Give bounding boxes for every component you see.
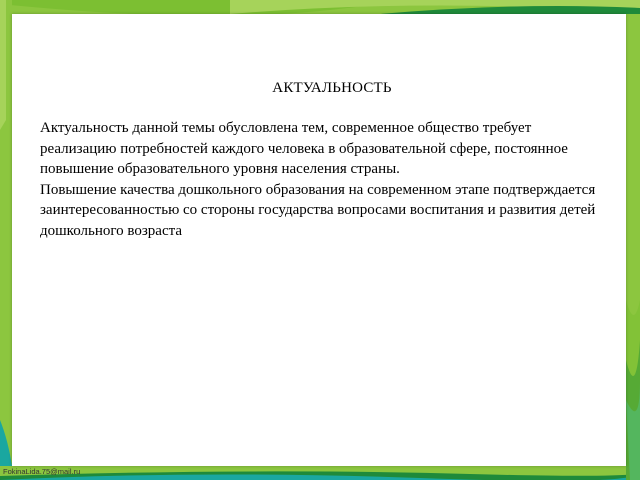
paragraph-quality: Повышение качества дошкольного образования на современном этапе подтверждается заинтересованностью со стороны государства вопросами воспитания и развития детей дошкольного возраста <box>40 181 596 239</box>
slide-title: АКТУАЛЬНОСТЬ <box>272 80 392 96</box>
paragraph-relevance: Актуальность данной темы обусловлена тем, современное общество требует реализацию потребностей каждого человека в образовательной сфере, постоянное повышение образовательного уровня населения страны. <box>40 120 568 178</box>
slide-body-text <box>40 118 600 242</box>
footer-credit: FokinaLida.75@mail.ru <box>3 467 81 476</box>
slide-content-panel <box>12 14 626 466</box>
